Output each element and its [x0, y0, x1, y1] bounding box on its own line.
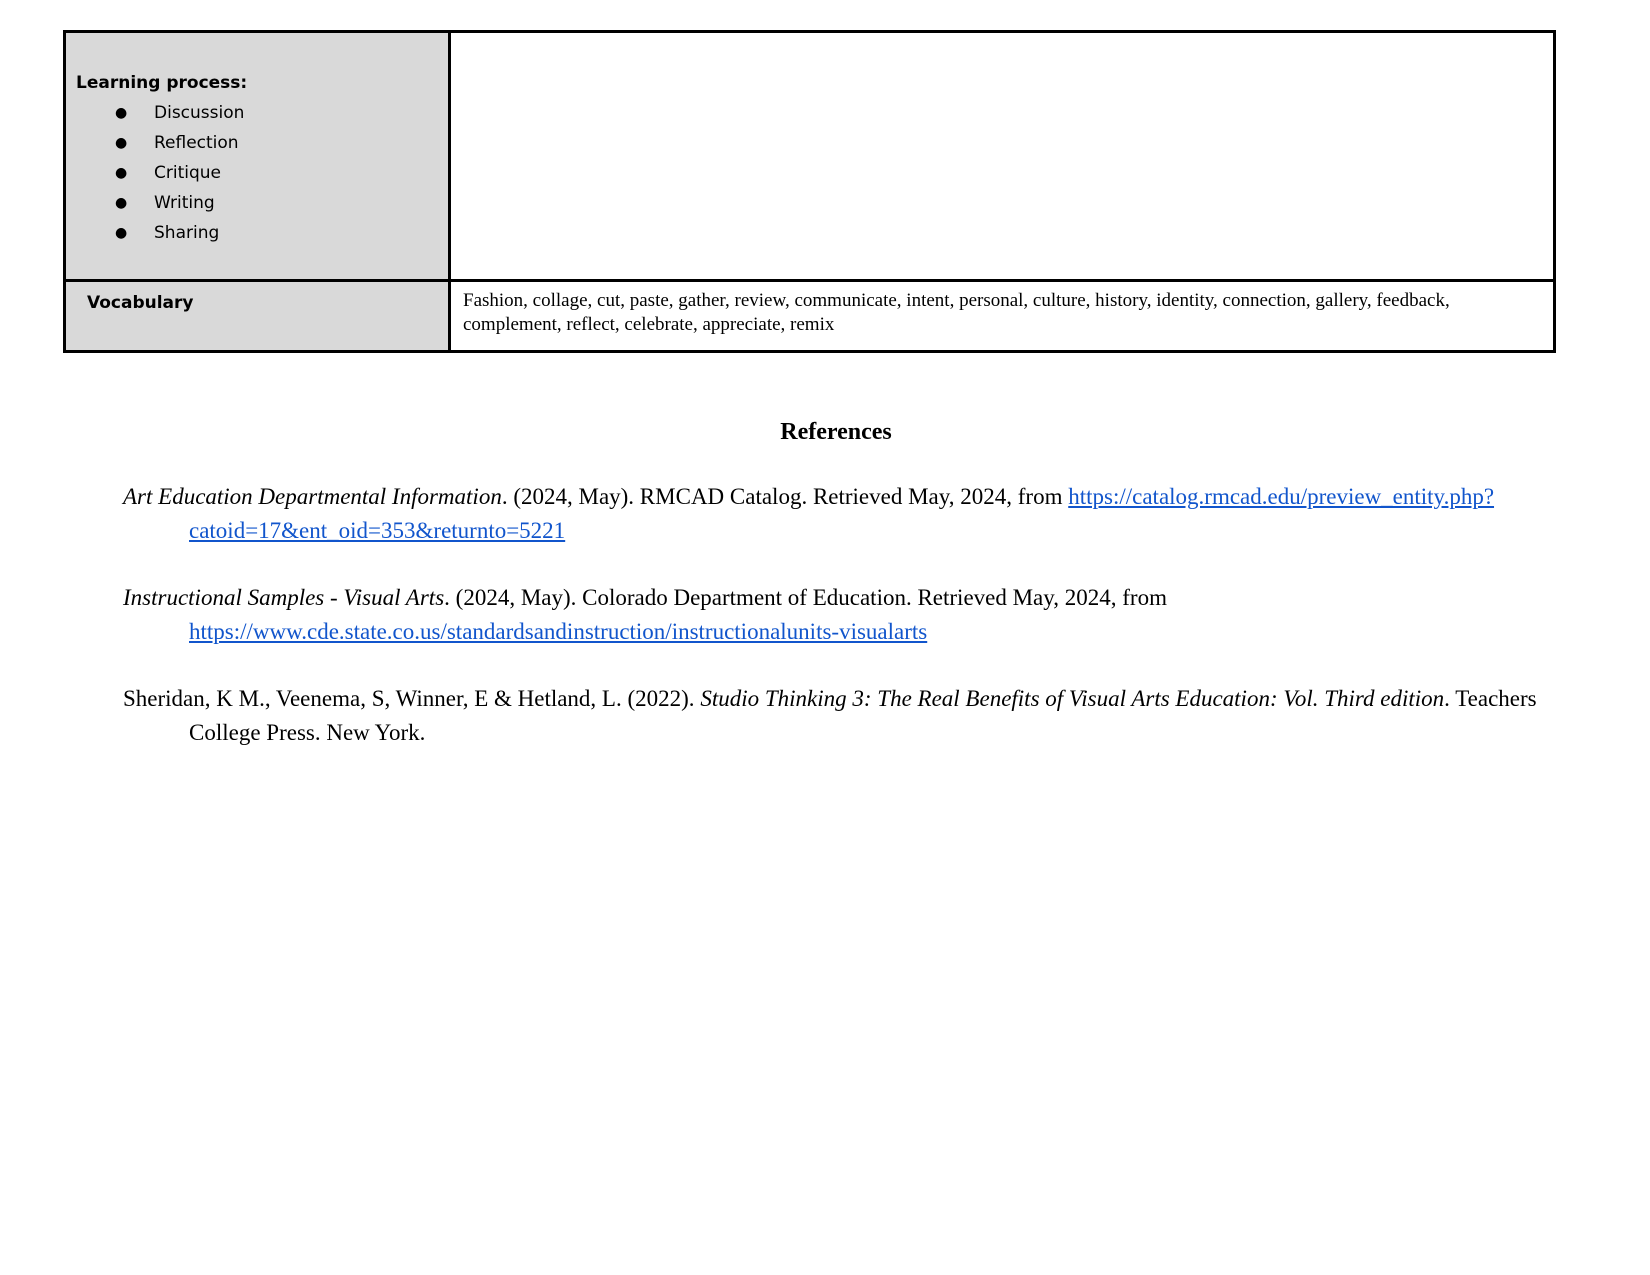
vocabulary-text: Fashion, collage, cut, paste, gather, review, communicate, intent, personal, culture, history, identity, connection, gallery, feedback, complement, reflect, celebrate, appreciate, remix [463, 290, 1450, 335]
list-item [66, 158, 448, 188]
reference-details: . (2024, May). Colorado Department of Education. Retrieved May, 2024, from [444, 585, 1167, 610]
reference-link[interactable]: https://www.cde.state.co.us/standardsandinstruction/instructionalunits-visualarts [189, 619, 928, 644]
bullet-icon: ● [115, 165, 128, 181]
list-item [66, 128, 448, 158]
list-item [66, 218, 448, 248]
learning-process-list [66, 98, 448, 248]
learning-process-content-cell [450, 32, 1555, 281]
references-heading: References [780, 419, 892, 445]
list-item-label: Critique [154, 163, 221, 183]
list-item-label: Discussion [154, 103, 245, 123]
reference-entry [123, 581, 1609, 649]
reference-details: . (2024, May). RMCAD Catalog. Retrieved May, 2024, from [501, 484, 1069, 509]
reference-title: Studio Thinking 3: The Real Benefits of Visual Arts Education: Vol. Third edition [700, 686, 1445, 711]
list-item [66, 98, 448, 128]
bullet-icon: ● [115, 195, 128, 211]
bullet-icon: ● [115, 225, 128, 241]
learning-process-label: Learning process: [76, 73, 248, 93]
reference-title: Instructional Samples - Visual Arts [123, 585, 445, 610]
learning-process-row [65, 32, 1555, 281]
vocabulary-content-cell [450, 281, 1555, 352]
reference-authors: Sheridan, K M., Veenema, S, Winner, E & Hetland, L. (2022). [123, 686, 701, 711]
reference-link[interactable]: https://catalog.rmcad.edu/preview_entity.php?catoid=17&ent_oid=353&returnto=5221 [189, 484, 1495, 543]
reference-title: Art Education Departmental Information [123, 484, 502, 509]
reference-details: . Teachers College Press. New York. [189, 686, 1537, 745]
lesson-plan-table [63, 30, 1556, 353]
list-item-label: Writing [154, 193, 215, 213]
reference-entry [123, 682, 1609, 750]
reference-entry [123, 480, 1609, 548]
list-item-label: Sharing [154, 223, 220, 243]
list-item [66, 188, 448, 218]
list-item-label: Reflection [154, 133, 239, 153]
bullet-icon: ● [115, 105, 128, 121]
vocabulary-label-cell [65, 281, 450, 352]
vocabulary-row [65, 281, 1555, 352]
bullet-icon: ● [115, 135, 128, 151]
vocabulary-label: Vocabulary [87, 293, 194, 313]
learning-process-label-cell [65, 32, 450, 281]
